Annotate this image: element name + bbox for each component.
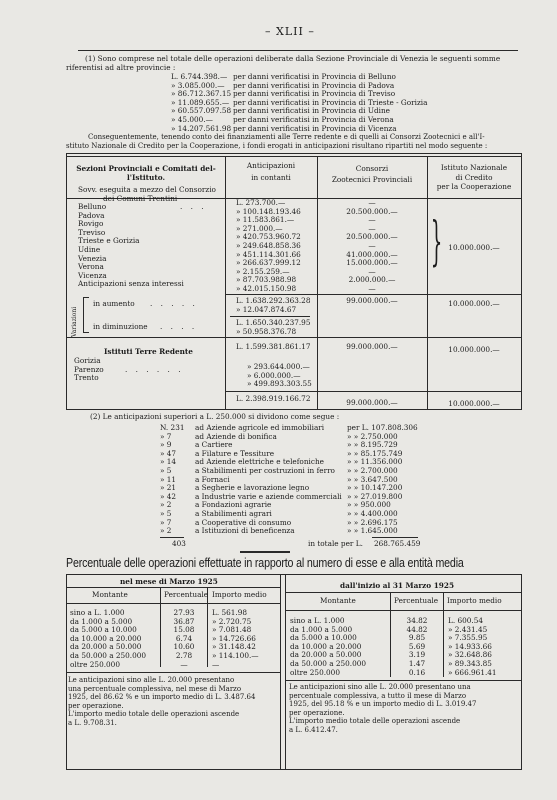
note1-amount: » 11.089.655.— (171, 97, 230, 107)
table1-top-rule (66, 153, 522, 154)
note2-count: » 7 (160, 431, 172, 441)
section-name: Anticipazioni senza interessi (78, 279, 184, 289)
left-pct: 2.78 (175, 650, 193, 660)
table1-left-border (66, 153, 67, 409)
left-avg: — (212, 659, 220, 669)
anticipazioni-value: » 11.583.861.— (236, 215, 295, 225)
consorzi-value: 15.000.000.— (346, 258, 398, 268)
left-notes-rule (66, 672, 280, 673)
left-table-title: nel mese di Marzo 1925 (120, 577, 218, 586)
terre-name: Parenzo (74, 364, 104, 374)
note1-amount: » 3.085.000.— (171, 80, 225, 90)
note2-amount: » » 85.175.749 (347, 448, 403, 458)
count-rule (160, 537, 184, 538)
left-range: da 10.000 a 20.000 (70, 633, 142, 643)
right-pct: 44.82 (406, 624, 428, 634)
right-note: Le anticipazioni sino alle L. 20.000 presentano una (289, 683, 471, 691)
note2-texts (195, 424, 345, 536)
left-avg: » 7.081.48 (212, 625, 252, 635)
right-pct: 9.85 (408, 633, 426, 643)
tables-bottom-rule (66, 769, 522, 770)
consorzi-value: — (368, 240, 376, 250)
note2-amount: » » 1.645.000 (347, 526, 398, 536)
note2-amount: » » 4.400.000 (347, 508, 398, 518)
terre-redente-label: Istituti Terre Redente (104, 347, 193, 356)
left-range: da 5.000 a 10.000 (70, 625, 137, 635)
note1-text: per danni verificatisi in Provincia di Trieste - Gorizia (233, 97, 428, 107)
anticipazioni-value: » 451.114.301.66 (236, 249, 301, 259)
section-names (78, 203, 218, 289)
col2-header: Anticipazioni (246, 161, 296, 170)
consorzi-value: — (368, 223, 376, 233)
terre-name: Gorizia (74, 356, 101, 365)
right-note: percentuale complessiva, a tutto il mese di Marzo (289, 691, 467, 700)
section-name: Verona (78, 262, 104, 272)
note2-amount: per L. 107.808.306 (347, 423, 418, 432)
anticipazioni-value: » 420.753.960.72 (236, 232, 301, 242)
right-pcts (391, 617, 443, 677)
grand-istituto: 10.000.000.— (448, 399, 500, 408)
variazioni-label: Variazioni (71, 306, 78, 337)
note2-text: a Fondazioni agrarie (195, 500, 272, 510)
left-col-divider (207, 587, 208, 667)
note1-amount: L. 6.744.398.— (171, 72, 228, 81)
left-range: da 1.000 a 5.000 (70, 616, 133, 626)
note2-text: ad Aziende di bonifica (195, 431, 277, 441)
table1-col-divider (225, 156, 226, 409)
note2-amount: » » 3.647.500 (347, 474, 398, 484)
section-ornament (240, 551, 290, 553)
right-range: da 50.000 a 250.000 (290, 658, 367, 668)
note2-count: » 11 (160, 474, 177, 484)
note2-counts (160, 424, 194, 536)
note2-amount: » » 11.356.000 (347, 457, 403, 467)
note1-text: per danni verificatisi in Provincia di Vicenza (233, 123, 397, 133)
section-name: Udine (78, 244, 101, 254)
variazioni-bracket (83, 297, 89, 333)
right-note: L'importo medio totale delle operazioni ascende (289, 717, 461, 726)
note2-total-count: 403 (172, 539, 186, 548)
subtotal-value: L. 1.638.292.363.28 (236, 296, 311, 305)
total-a-value: L. 1.650.340.237.95 (236, 318, 311, 327)
note2-count: » 2 (160, 526, 172, 536)
left-avg: » 31.148.42 (212, 642, 256, 652)
left-avgs (212, 609, 278, 669)
table1-bottom-rule (66, 409, 522, 410)
grand-total-rule (226, 391, 521, 392)
left-note: 1925, del 86.62 % e un importo medio di L. 3.487.64 (68, 693, 256, 702)
consorzi-total: 99.000.000.— (346, 296, 398, 305)
note2-text: a Cooperative di consumo (195, 517, 292, 527)
left-header-bottom (66, 603, 280, 604)
tables-divider (285, 574, 286, 770)
left-pct: — (180, 659, 188, 669)
terre-amount: » 293.644.000.— (247, 362, 310, 371)
right-range: da 20.000 a 50.000 (290, 650, 362, 660)
note1-amount: » 86.712.367.15 (171, 89, 232, 99)
note1-line2: riferentisi ad altre provincie : (66, 63, 176, 72)
note1-text: per danni verificatisi in Provincia di Padova (233, 80, 395, 90)
note1-text: per danni verificatisi in Provincia di Treviso (233, 89, 396, 99)
note2-count: » 7 (160, 517, 172, 527)
terre-name: Trento (74, 373, 99, 383)
col1-header: Sezioni Provinciali e Comitati del- (76, 164, 216, 173)
note2-text: a Cartiere (195, 440, 233, 450)
right-pct: 3.19 (408, 650, 426, 660)
note1-conseq2: stituto Nazionale di Credito per la Cooperazione, i fondi erogati in anticipazioni risultano ripartiti nel modo seguente : (66, 142, 488, 150)
note2-count: » 5 (160, 465, 172, 475)
section-title: Percentuale delle operazioni effettuate in rapporto al numero di esse e alla entità media (66, 555, 464, 570)
dot-leaders: . . . . (160, 322, 198, 331)
note2-count: » 21 (160, 483, 177, 493)
right-avg: L. 600.54 (448, 616, 484, 625)
tables-divider (280, 574, 281, 770)
right-pct: 0.16 (408, 667, 426, 677)
dot-leaders: . . . (180, 202, 207, 211)
anticipazioni-value: » 271.000.— (236, 223, 283, 233)
anticipazioni-value: » 87.703.988.98 (236, 275, 297, 285)
col2-header: in contanti (251, 173, 291, 182)
grand-consorzi: 99.000.000.— (346, 398, 398, 407)
note1-line1: (1) Sono comprese nel totale delle operazioni deliberate dalla Sezione Provinciale di Venezia le seguenti somme (85, 54, 501, 63)
left-note: L'importo medio totale delle operazioni ascende (68, 710, 240, 719)
left-pct: 27.93 (173, 608, 195, 617)
right-avg: » 2.431.45 (448, 624, 488, 634)
note2-count: » 2 (160, 500, 172, 510)
note2-text: ad Aziende agricole ed immobiliari (195, 423, 325, 432)
diminuzione-value: » 50.958.376.78 (236, 327, 297, 336)
left-note: una percentuale complessiva, nel mese di Marzo (68, 684, 242, 693)
right-range: da 5.000 a 10.000 (290, 633, 357, 643)
section-name: Vicenza (78, 270, 107, 280)
left-notes (68, 677, 278, 729)
note1-amounts (171, 73, 235, 133)
page-number: – XLII – (265, 25, 315, 38)
note2-total-label: in totale per L. (308, 539, 363, 548)
col4-header: di Credito (455, 173, 493, 182)
table1-right-border (521, 153, 522, 409)
col3-header: Zootecnici Provinciali (331, 175, 413, 184)
note2-count: » 9 (160, 440, 172, 450)
note2-amount: » » 2.700.000 (347, 465, 398, 475)
anticipazioni-value: » 100.148.193.46 (236, 206, 301, 216)
note2-amount: » » 27.019.800 (347, 491, 403, 501)
right-header-top (285, 592, 521, 593)
anticipazioni-value: » 2.155.259.— (236, 266, 290, 276)
left-header-percentuale: Percentuale (164, 590, 209, 599)
note2-count: » 47 (160, 448, 177, 458)
note2-text: a Stabilimenti agrari (195, 508, 272, 518)
left-range: oltre 250.000 (70, 659, 120, 669)
grand-anticipazioni: L. 2.398.919.166.72 (236, 394, 311, 403)
right-table-border (521, 574, 522, 770)
consorzi-value: — (368, 283, 376, 293)
right-notes (289, 684, 519, 736)
section-name: Belluno (78, 202, 107, 211)
brace: } (430, 212, 443, 272)
note2-text: a Fornaci (195, 474, 230, 484)
left-pcts (161, 609, 207, 669)
left-range: da 50.000 a 250.000 (70, 650, 147, 660)
left-pct: 6.74 (175, 633, 193, 643)
consorzi-value: — (368, 198, 376, 207)
table1-col-divider (427, 156, 428, 409)
right-avg: » 14.933.66 (448, 641, 492, 651)
left-header-importo: Importo medio (212, 590, 267, 599)
note2-amount: » » 2.750.000 (347, 431, 398, 441)
consorzi-value: — (368, 266, 376, 276)
dot-leaders: . . . . . (150, 299, 198, 308)
sovv-line: dei Comuni Trentini (103, 194, 178, 203)
sovv-line: Sovv. eseguita a mezzo del Consorzio (78, 185, 216, 194)
anticipazioni-value: » 266.637.999.12 (236, 258, 301, 268)
istituto-total: 10.000.000.— (448, 299, 500, 308)
table1-top-rule-2 (66, 156, 522, 157)
right-note: 1925, del 95.18 % e un importo medio di L. 3.019.47 (289, 700, 477, 709)
right-table-title: dall'inizio al 31 Marzo 1925 (340, 581, 455, 590)
in-aumento-label: in aumento (93, 299, 135, 308)
right-note: per operazione. (289, 708, 345, 717)
section-name: Venezia (78, 253, 107, 263)
note2-text: a Istituzioni di beneficenza (195, 526, 295, 536)
anticipazioni-column (236, 199, 314, 294)
note2-intro: (2) Le anticipazioni superiori a L. 250.000 si dividono come segue : (90, 412, 340, 421)
note2-amounts (347, 424, 417, 536)
note2-text: a Filature e Tessiture (195, 448, 275, 458)
consorzi-value: 41.000.000.— (346, 249, 398, 259)
note2-count: » 5 (160, 508, 172, 518)
left-avg: » 14.726.66 (212, 633, 256, 643)
left-header-montante: Montante (92, 590, 128, 599)
terre-amounts (247, 363, 317, 389)
left-note: Le anticipazioni sino alle L. 20.000 presentano (68, 676, 235, 684)
note1-text: per danni verificatisi in Provincia di Belluno (233, 72, 396, 81)
left-ranges (70, 609, 160, 669)
right-ranges (290, 617, 390, 677)
note1-text: per danni verificatisi in Provincia di Verona (233, 114, 394, 124)
note1-texts (233, 73, 463, 133)
note2-amount: » » 8.195.729 (347, 440, 398, 450)
note2-count: N. 231 (160, 423, 185, 432)
anticipazioni-value: » 42.015.150.98 (236, 283, 297, 293)
dot-leaders: . . . . . . (125, 365, 184, 374)
note1-amount: » 60.557.097.58 (171, 106, 232, 116)
right-avg: » 7.355.95 (448, 633, 488, 643)
right-avgs (448, 617, 520, 677)
right-range: da 1.000 a 5.000 (290, 624, 353, 634)
left-pct: 10.60 (173, 642, 195, 652)
note1-text: per danni verificatisi in Provincia di Udine (233, 106, 390, 116)
note1-conseq1: Conseguentemente, tenendo conto dei finanziamenti alle Terre redente e di quelli ai Consorzi Zootecnici e all'I- (88, 133, 485, 141)
consorzi-value: 20.500.000.— (346, 232, 398, 242)
note2-amount: » » 10.147.200 (347, 483, 403, 493)
istituto-group-value: 10.000.000.— (448, 243, 500, 252)
net-total-rule (66, 337, 522, 338)
right-notes-rule (285, 680, 521, 681)
note2-amount: » » 950.000 (347, 500, 391, 510)
consorzi-net: 99.000.000.— (346, 342, 398, 351)
consorzi-value: 20.500.000.— (346, 206, 398, 216)
istituto-net: 10.000.000.— (448, 345, 500, 354)
header-rule (78, 50, 518, 51)
col4-header: Istituto Nazionale (440, 163, 508, 172)
terre-amount: » 6.000.000.— (247, 370, 301, 380)
consorzi-column (318, 199, 426, 294)
note1-amount: » 14.207.561.98 (171, 123, 232, 133)
note2-total-amount: 268.765.459 (374, 539, 421, 548)
right-avg: » 666.961.41 (448, 667, 497, 677)
right-range: sino a L. 1.000 (290, 616, 345, 625)
note1-amount: » 45.000.— (171, 114, 213, 124)
net-total-value: L. 1.599.381.861.17 (236, 342, 311, 351)
note2-count: » 14 (160, 457, 177, 467)
left-range: sino a L. 1.000 (70, 608, 125, 617)
col3-header: Consorzi (355, 164, 389, 173)
right-header-montante: Montante (320, 596, 356, 605)
left-header-top (66, 587, 280, 588)
note2-text: ad Aziende elettriche e telefoniche (195, 457, 324, 467)
terre-amount: » 499.893.303.55 (247, 379, 312, 389)
right-range: da 10.000 a 20.000 (290, 641, 362, 651)
col4-header: per la Cooperazione (436, 182, 512, 191)
subtotal-rule (226, 294, 521, 295)
section-name: Padova (78, 210, 105, 220)
note2-amount: » » 2.696.175 (347, 517, 398, 527)
left-note: per operazione. (68, 701, 124, 710)
anticipazioni-value: L. 273.700.— (236, 198, 286, 207)
anticipazioni-value: » 249.648.858.36 (236, 240, 301, 250)
left-range: da 20.000 a 50.000 (70, 642, 142, 652)
right-avg: » 89.343.85 (448, 658, 492, 668)
in-diminuzione-label: in diminuzione (93, 322, 148, 331)
amount-rule (372, 537, 418, 538)
left-pct: 36.87 (173, 616, 195, 626)
right-col-divider (443, 592, 444, 677)
note2-text: a Industrie varie e aziende commerciali (195, 491, 342, 501)
note2-count: » 42 (160, 491, 177, 501)
tables-top-rule (66, 574, 522, 575)
right-pct: 5.69 (408, 641, 426, 651)
right-pct: 1.47 (408, 658, 426, 668)
note2-text: a Stabilimenti per costruzioni in ferro (195, 465, 335, 475)
left-note: a L. 9.708.31. (68, 718, 117, 727)
note2-text: a Segherie e lavorazione legno (195, 483, 310, 493)
left-avg: L. 561.98 (212, 608, 248, 617)
left-avg: » 114.100.— (212, 650, 259, 660)
right-avg: » 32.648.86 (448, 650, 492, 660)
right-range: oltre 250.000 (290, 667, 340, 677)
aumento-value: » 12.047.874.67 (236, 305, 297, 314)
right-note: a L. 6.412.47. (289, 725, 338, 734)
right-header-importo: Importo medio (447, 596, 502, 605)
consorzi-value: — (368, 215, 376, 225)
rule (230, 316, 310, 317)
section-name: Rovigo (78, 219, 104, 229)
left-avg: » 2.720.75 (212, 616, 252, 626)
col1-header: l'Istituto. (127, 173, 165, 182)
consorzi-value: 2.000.000.— (348, 275, 396, 285)
right-header-bottom (285, 610, 521, 611)
right-header-percentuale: Percentuale (394, 596, 439, 605)
section-name: Treviso (78, 227, 106, 237)
left-pct: 15.08 (173, 625, 195, 635)
section-name: Trieste e Gorizia (78, 236, 140, 246)
right-pct: 34.82 (406, 616, 428, 625)
